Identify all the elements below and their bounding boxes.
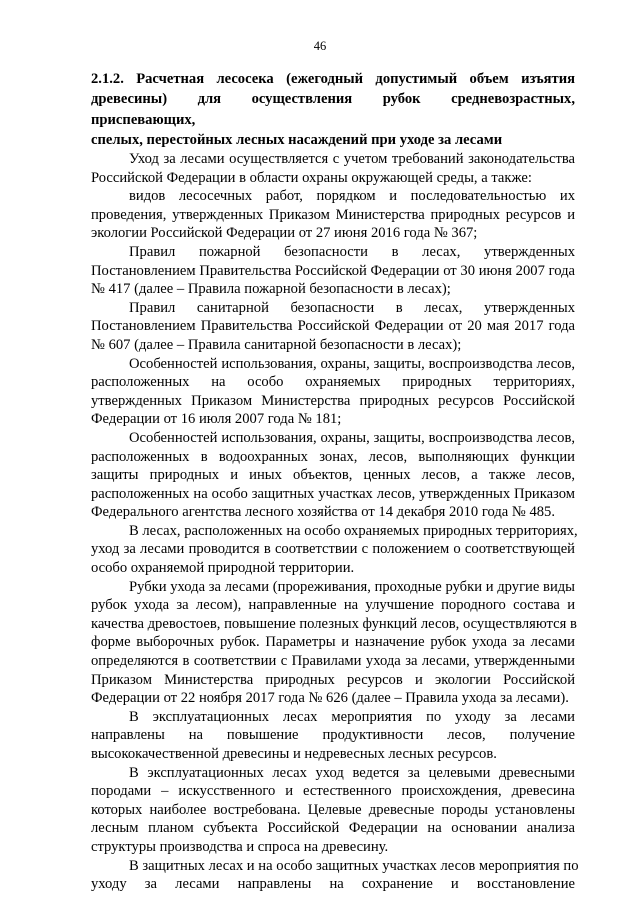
paragraph bbox=[91, 857, 579, 894]
text-line: Федерации от 22 ноября 2017 года № 626 (далее – Правила ухода за лесами). bbox=[91, 690, 569, 707]
section-heading bbox=[91, 69, 575, 151]
text-line: видов лесосечных работ, порядком и последовательностью их bbox=[129, 188, 575, 205]
text-line: В эксплуатационных лесах уход ведется за целевыми древесными bbox=[129, 764, 575, 781]
text-line: высококачественной древесины и недревесных лесных ресурсов. bbox=[91, 746, 497, 762]
heading-line: спелых, перестойных лесных насаждений при уходе за лесами bbox=[91, 132, 503, 149]
text-line: Постановлением Правительства Российской Федерации от 30 июня 2007 года bbox=[91, 262, 575, 279]
text-line: Федерального агентства лесного хозяйства от 14 декабря 2010 года № 485. bbox=[91, 504, 556, 521]
text-line: № 607 (далее – Правила санитарной безопасности в лесах); bbox=[91, 336, 462, 353]
text-line: В защитных лесах и на особо защитных участках лесов мероприятия по bbox=[129, 857, 579, 874]
text-line: экологии Российской Федерации от 27 июня 2016 года № 367; bbox=[91, 225, 478, 242]
text-line: породами – искусственного и естественного происхождения, древесина bbox=[91, 783, 575, 800]
text-line: расположенных на особо защитных участках лесов, утвержденных Приказом bbox=[91, 485, 575, 502]
text-line: Федерации от 16 июля 2007 года № 181; bbox=[91, 411, 342, 428]
page-number: 46 bbox=[313, 39, 327, 53]
text-line: Особенностей использования, охраны, защиты, воспроизводства лесов, bbox=[129, 355, 575, 372]
paragraph bbox=[91, 522, 578, 578]
paragraph bbox=[91, 764, 575, 857]
text-line: Российской Федерации в области охраны окружающей среды, а также: bbox=[91, 169, 532, 186]
text-line: В эксплуатационных лесах мероприятия по уходу за лесами bbox=[129, 708, 575, 725]
paragraph bbox=[91, 187, 575, 243]
heading-line: 2.1.2. Расчетная лесосека (ежегодный допустимый объем изъятия bbox=[91, 71, 575, 87]
text-line: уход за лесами проводится в соответствии с положением о соответствующей bbox=[91, 541, 575, 558]
paragraph bbox=[91, 355, 575, 429]
text-line: расположенных в водоохранных зонах, лесов, выполняющих функции bbox=[91, 448, 575, 465]
text-line: качества древостоев, повышение полезных функций лесов, осуществляются в bbox=[91, 615, 577, 632]
text-line: Уход за лесами осуществляется с учетом требований законодательства bbox=[129, 151, 575, 167]
text-line: лесным планом субъекта Российской Федерации на основании анализа bbox=[91, 820, 575, 837]
text-line: которых наиболее востребована. Целевые древесные породы установлены bbox=[91, 801, 575, 818]
text-line: Рубки ухода за лесами (прореживания, проходные рубки и другие виды bbox=[129, 578, 575, 595]
paragraph bbox=[91, 299, 575, 355]
paragraph bbox=[91, 150, 575, 187]
paragraph bbox=[91, 708, 575, 764]
paragraph bbox=[91, 578, 575, 708]
text-line: определяются в соответствии с Правилами ухода за лесами, утвержденными bbox=[91, 653, 575, 670]
text-line: утвержденных Приказом Министерства природных ресурсов Российской bbox=[91, 392, 575, 409]
text-line: Особенностей использования, охраны, защиты, воспроизводства лесов, bbox=[129, 429, 575, 446]
body-text bbox=[91, 150, 579, 894]
text-line: направлены на повышение продуктивности лесов, получение bbox=[91, 727, 575, 744]
text-line: Правил пожарной безопасности в лесах, утвержденных bbox=[129, 243, 575, 260]
text-line: В лесах, расположенных на особо охраняемых природных территориях, bbox=[129, 522, 578, 539]
text-line: проведения, утвержденных Приказом Министерства природных ресурсов и bbox=[91, 206, 575, 223]
text-line: особо охраняемой природной территории. bbox=[91, 560, 355, 577]
text-line: форме выборочных рубок. Параметры и назначение рубок ухода за лесами bbox=[91, 634, 575, 651]
paragraph bbox=[91, 429, 575, 522]
paragraph bbox=[91, 243, 575, 299]
heading-line: древесины) для осуществления рубок средневозрастных, приспевающих, bbox=[91, 91, 575, 128]
text-line: уходу за лесами направлены на сохранение и восстановление bbox=[91, 876, 575, 893]
text-line: рубок ухода за лесом), направленные на улучшение породного состава и bbox=[91, 597, 575, 614]
text-line: Постановлением Правительства Российской Федерации от 20 мая 2017 года bbox=[91, 318, 575, 335]
text-line: Приказом Министерства природных ресурсов и экологии Российской bbox=[91, 671, 575, 688]
text-line: структуры производства и спроса на древесину. bbox=[91, 838, 389, 855]
text-line: № 417 (далее – Правила пожарной безопасности в лесах); bbox=[91, 281, 451, 298]
text-line: защиты природных и иных объектов, ценных лесов, а также лесов, bbox=[91, 467, 575, 484]
text-line: Правил санитарной безопасности в лесах, утвержденных bbox=[129, 299, 575, 316]
text-line: расположенных на особо охраняемых природных территориях, bbox=[91, 374, 575, 391]
